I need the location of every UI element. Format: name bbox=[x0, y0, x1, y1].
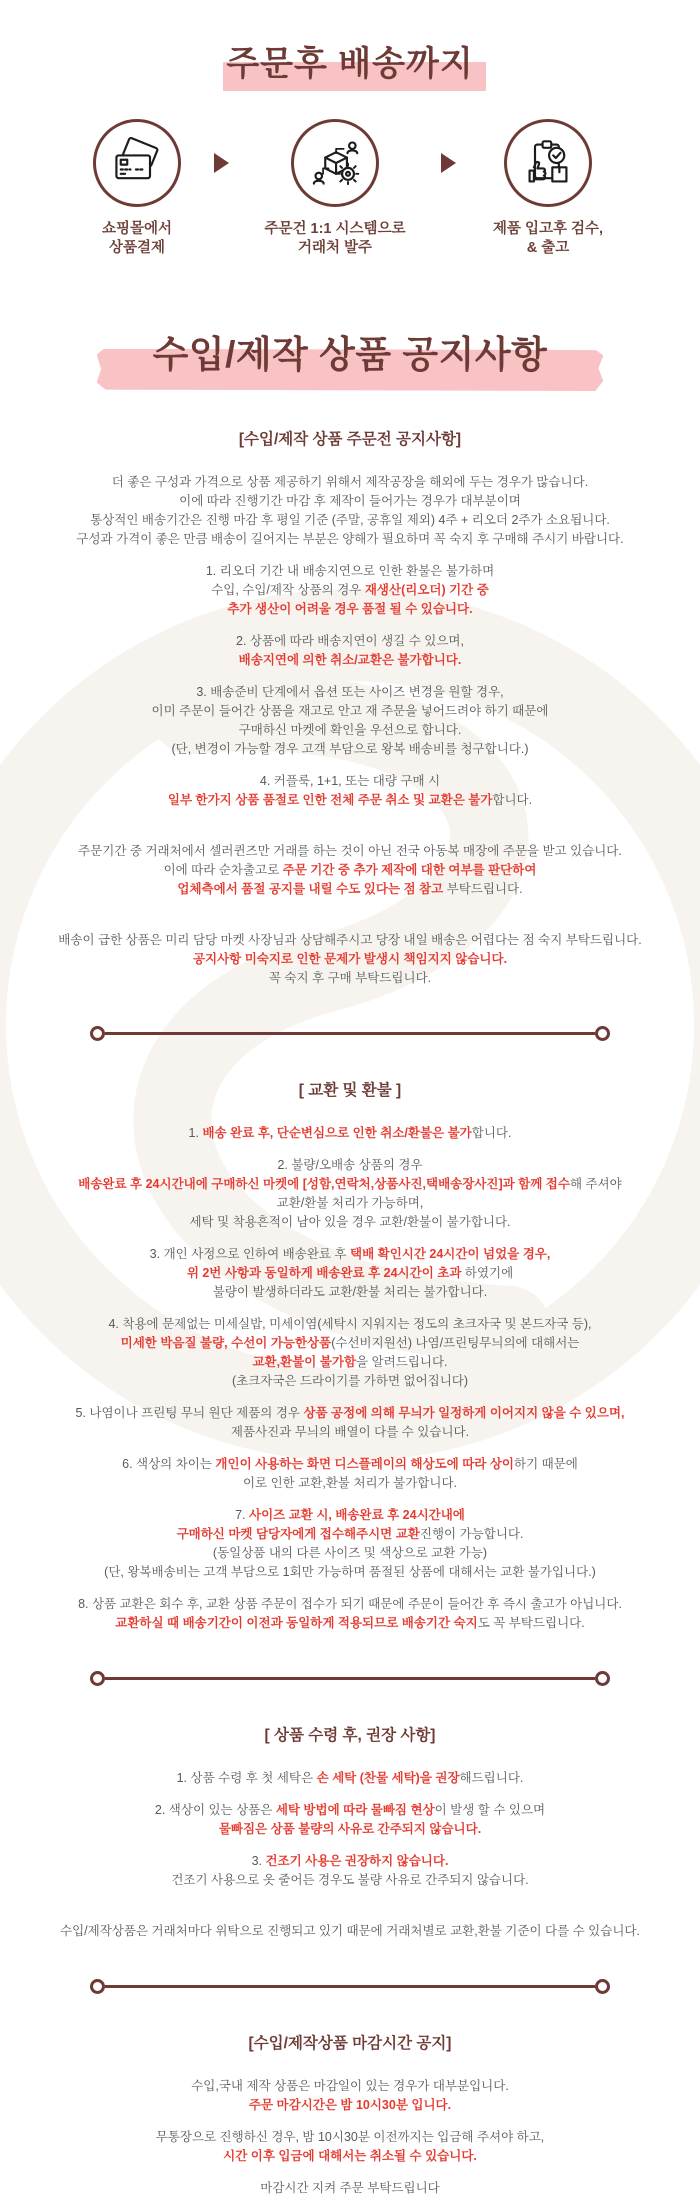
notice-line bbox=[18, 721, 682, 740]
notice-line bbox=[18, 1264, 682, 1283]
notice-line bbox=[18, 2077, 682, 2096]
notice-text-segment: 3. 개인 사정으로 인하여 배송완료 후 bbox=[149, 1247, 350, 1261]
notice-line bbox=[18, 772, 682, 791]
notice-text-segment: 수입, 수입/제작 상품의 경우 bbox=[211, 583, 365, 597]
notice-text-segment: 진행이 가능합니다. bbox=[419, 1527, 524, 1541]
notice-text-segment: 을 알려드립니다. bbox=[356, 1355, 448, 1369]
notice-block bbox=[18, 1922, 682, 1941]
notice-text-segment: (단, 변경이 가능할 경우 고객 부담으로 왕복 배송비를 청구합니다.) bbox=[171, 742, 529, 756]
notice-line bbox=[18, 1353, 682, 1372]
notice-line bbox=[18, 1801, 682, 1820]
notice-text-segment: 1. 상품 수령 후 첫 세탁은 bbox=[176, 1771, 317, 1785]
section-heading: [ 교환 및 환불 ] bbox=[298, 1082, 402, 1099]
notice-block bbox=[18, 772, 682, 810]
notice-title-wrap bbox=[0, 324, 700, 378]
arrow-right-icon bbox=[441, 153, 456, 173]
notice-text-segment: 통상적인 배송기간은 진행 마감 후 평일 기준 (주말, 공휴일 제외) 4주 + 리오더 2주가 소요됩니다. bbox=[90, 513, 610, 527]
step-icon-circle bbox=[93, 119, 181, 207]
step-label-line: 상품결제 bbox=[108, 240, 165, 256]
notice-block bbox=[18, 842, 682, 899]
notice-line bbox=[18, 1213, 682, 1232]
step-label-line: 주문건 1:1 시스템으로 bbox=[264, 221, 406, 237]
notice-block bbox=[18, 1156, 682, 1232]
notice-text-segment: 1. bbox=[188, 1126, 203, 1140]
notice-block bbox=[18, 2128, 682, 2166]
notice-text-segment: 상품 공정에 의해 무늬가 일정하게 이어지지 않을 수 있으며, bbox=[303, 1406, 625, 1420]
notice-line bbox=[18, 492, 682, 511]
notice-block bbox=[18, 931, 682, 988]
notice-text-segment: 세탁 방법에 따라 물빠짐 현상 bbox=[275, 1803, 435, 1817]
notice-text-segment: 2. 불량/오배송 상품의 경우 bbox=[277, 1158, 423, 1172]
section-divider bbox=[90, 1979, 610, 1994]
order-process-section bbox=[0, 36, 700, 85]
step-label bbox=[493, 220, 603, 258]
notice-line bbox=[18, 1563, 682, 1582]
notice-text-segment: (동일상품 내의 다른 사이즈 및 색상으로 교환 가능) bbox=[212, 1546, 488, 1560]
notice-line bbox=[18, 1283, 682, 1302]
notice-text-segment: 합니다. bbox=[492, 793, 533, 807]
step-label-line: 제품 입고후 검수, bbox=[492, 221, 604, 237]
notice-line bbox=[18, 632, 682, 651]
notice-text-segment: 물빠짐은 상품 불량의 사유로 간주되지 않습니다. bbox=[218, 1822, 482, 1836]
notice-text-segment: 배송 완료 후, 단순변심으로 인한 취소/환불은 불가 bbox=[202, 1126, 472, 1140]
notice-text-segment: 수입,국내 제작 상품은 마감일이 있는 경우가 대부분입니다. bbox=[191, 2079, 509, 2093]
notice-text-segment: 사이즈 교환 시, 배송완료 후 24시간내에 bbox=[249, 1508, 465, 1522]
notice-block bbox=[18, 683, 682, 759]
notice-block bbox=[18, 2179, 682, 2198]
section-heading: [ 상품 수령 후, 권장 사항] bbox=[264, 1727, 436, 1744]
notice-line bbox=[18, 1544, 682, 1563]
notice-text-segment: 세탁 및 착용흔적이 남아 있을 경우 교환/환불이 불가합니다. bbox=[189, 1215, 511, 1229]
notice-line bbox=[18, 880, 682, 899]
notice-line bbox=[18, 1820, 682, 1839]
divider-endpoint bbox=[595, 1026, 610, 1041]
notice-text-segment: 일부 한가지 상품 품절로 인한 전체 주문 취소 및 교환은 불가 bbox=[167, 793, 493, 807]
notice-text-segment: 부탁드립니다. bbox=[443, 882, 523, 896]
notice-line bbox=[18, 1245, 682, 1264]
notice-line bbox=[18, 740, 682, 759]
notice-text-segment: 해 주셔야 bbox=[569, 1177, 622, 1191]
notice-line bbox=[18, 1156, 682, 1175]
order-system-icon bbox=[309, 137, 361, 189]
notice-text-segment: 합니다. bbox=[471, 1126, 512, 1140]
notice-line bbox=[18, 950, 682, 969]
notice-line bbox=[18, 1124, 682, 1143]
notice-text-segment: 시간 이후 입금에 대해서는 취소될 수 있습니다. bbox=[223, 2149, 477, 2163]
divider-endpoint bbox=[90, 1671, 105, 1686]
section-divider bbox=[90, 1671, 610, 1686]
notice-line bbox=[18, 842, 682, 861]
notice-text-segment: 주문 마감시간은 밤 10시30분 입니다. bbox=[248, 2098, 452, 2112]
divider-line bbox=[105, 1985, 595, 1988]
notice-line bbox=[18, 1315, 682, 1334]
notice-block bbox=[18, 1595, 682, 1633]
notice-line bbox=[18, 1852, 682, 1871]
notice-section-deadline-notice bbox=[0, 2034, 700, 2198]
notice-block bbox=[18, 1769, 682, 1788]
notice-text-segment: 하였기에 bbox=[461, 1266, 514, 1280]
notice-block bbox=[18, 562, 682, 619]
notice-line bbox=[18, 2096, 682, 2115]
notice-text-segment: 6. 색상의 차이는 bbox=[122, 1457, 216, 1471]
notice-line bbox=[18, 931, 682, 950]
notice-text-segment: 배송지연에 의한 취소/교환은 불가합니다. bbox=[238, 653, 462, 667]
section-heading: [수입/제작상품 마감시간 공지] bbox=[248, 2035, 452, 2052]
notice-text-segment: 제품사진과 무늬의 배열이 다를 수 있습니다. bbox=[230, 1425, 470, 1439]
divider-line bbox=[105, 1677, 595, 1680]
notice-line bbox=[18, 2179, 682, 2198]
notice-sections bbox=[0, 430, 700, 2198]
notice-line bbox=[18, 1595, 682, 1614]
notice-line bbox=[18, 1404, 682, 1423]
notice-text-segment: 구매하신 마켓 담당자에게 접수해주시면 교환 bbox=[176, 1527, 420, 1541]
notice-text-segment: 수입/제작상품은 거래처마다 위탁으로 진행되고 있기 때문에 거래처별로 교환,환불 기준이 다를 수 있습니다. bbox=[60, 1924, 640, 1938]
notice-line bbox=[18, 1372, 682, 1391]
notice-text-segment: 교환/환불 처리가 가능하며, bbox=[276, 1196, 424, 1210]
notice-line bbox=[18, 1175, 682, 1194]
notice-line bbox=[18, 530, 682, 549]
step-label bbox=[102, 220, 172, 258]
notice-text-segment: 추가 생산이 어려울 경우 품절 될 수 있습니다. bbox=[227, 602, 473, 616]
notice-line bbox=[18, 581, 682, 600]
step-label-line: & 출고 bbox=[526, 240, 570, 256]
notice-text-segment: (초크자국은 드라이기를 가하면 없어집니다) bbox=[231, 1374, 469, 1388]
notice-line bbox=[18, 1871, 682, 1890]
notice-text-segment: (단, 왕복배송비는 고객 부담으로 1회만 가능하며 품절된 상품에 대해서는 교환 불가입니다.) bbox=[104, 1565, 596, 1579]
notice-line bbox=[18, 1474, 682, 1493]
process-step-payment bbox=[62, 119, 212, 258]
step-label bbox=[264, 220, 405, 258]
section-divider bbox=[90, 1026, 610, 1041]
notice-block bbox=[18, 1245, 682, 1302]
step-icon-circle bbox=[504, 119, 592, 207]
notice-text-segment: 주문 기간 중 추가 제작에 대한 여부를 판단하여 bbox=[282, 863, 537, 877]
notice-text-segment: 교환,환불이 불가함 bbox=[252, 1355, 357, 1369]
notice-text-segment: 이 발생 할 수 있으며 bbox=[434, 1803, 546, 1817]
notice-text-segment: 5. 나염이나 프린팅 무늬 원단 제품의 경우 bbox=[75, 1406, 304, 1420]
notice-line bbox=[18, 1455, 682, 1474]
step-label-line: 쇼핑몰에서 bbox=[101, 221, 173, 237]
divider-endpoint bbox=[90, 1979, 105, 1994]
notice-text-segment: 2. 색상이 있는 상품은 bbox=[154, 1803, 276, 1817]
notice-text-segment: 무통장으로 진행하신 경우, 밤 10시30분 이전까지는 입금해 주셔야 하고, bbox=[155, 2130, 545, 2144]
notice-line bbox=[18, 600, 682, 619]
notice-text-segment: 마감시간 지켜 주문 부탁드립니다 bbox=[260, 2181, 440, 2195]
notice-line bbox=[18, 1614, 682, 1633]
section-heading: [수입/제작 상품 주문전 공지사항] bbox=[238, 431, 462, 448]
notice-block bbox=[18, 1801, 682, 1839]
notice-section-pre-order-notice bbox=[0, 430, 700, 988]
notice-line bbox=[18, 969, 682, 988]
notice-text-segment: 구성과 가격이 좋은 만큼 배송이 길어지는 부분은 양해가 필요하며 꼭 숙지 후 구매해 주시기 바랍니다. bbox=[76, 532, 624, 546]
notice-text-segment: 개인이 사용하는 화면 디스플레이의 해상도에 따라 상이 bbox=[215, 1457, 514, 1471]
notice-text-segment: 택배 확인시간 24시간이 넘었을 경우, bbox=[350, 1247, 551, 1261]
notice-text-segment: 2. 상품에 따라 배송지연이 생길 수 있으며, bbox=[236, 634, 464, 648]
notice-text-segment: 배송완료 후 24시간내에 구매하신 마켓에 [성함,연락처,상품사진,택배송장사진]과 함께 접수 bbox=[78, 1177, 570, 1191]
notice-text-segment: 도 꼭 부탁드립니다. bbox=[477, 1616, 585, 1630]
notice-block bbox=[18, 1124, 682, 1143]
notice-text-segment: 하기 때문에 bbox=[514, 1457, 578, 1471]
process-step-inspection bbox=[458, 119, 638, 258]
notice-text-segment: 4. 커플룩, 1+1, 또는 대량 구매 시 bbox=[259, 774, 441, 788]
process-title: 주문후 배송까지 bbox=[226, 36, 473, 85]
notice-text-segment: 건조기 사용은 권장하지 않습니다. bbox=[265, 1854, 449, 1868]
notice-text-segment: 이에 따라 순차출고로 bbox=[163, 863, 283, 877]
notice-text-segment: 꼭 숙지 후 구매 부탁드립니다. bbox=[268, 971, 432, 985]
divider-endpoint bbox=[90, 1026, 105, 1041]
step-icon-circle bbox=[291, 119, 379, 207]
notice-text-segment: (수선비지원선) 나염/프린팅무늬의에 대해서는 bbox=[331, 1336, 580, 1350]
notice-line bbox=[18, 1194, 682, 1213]
divider-endpoint bbox=[595, 1979, 610, 1994]
process-step-order bbox=[231, 119, 439, 258]
notice-text-segment: 이에 따라 진행기간 마감 후 제작이 들어가는 경우가 대부분이며 bbox=[179, 494, 521, 508]
notice-block bbox=[18, 1506, 682, 1582]
notice-line bbox=[18, 1525, 682, 1544]
notice-text-segment: 주문기간 중 거래처에서 셀러퀸즈만 거래를 하는 것이 아닌 전국 아동복 매장에 주문을 받고 있습니다. bbox=[78, 844, 622, 858]
notice-text-segment: 재생산(리오더) 기간 중 bbox=[364, 583, 489, 597]
notice-text-segment: 7. bbox=[235, 1508, 250, 1522]
notice-line bbox=[18, 683, 682, 702]
notice-section-after-receipt bbox=[0, 1726, 700, 1941]
notice-text-segment: 1. 리오더 기간 내 배송지연으로 인한 환불은 불가하며 bbox=[205, 564, 495, 578]
notice-block bbox=[18, 1455, 682, 1493]
process-steps bbox=[0, 119, 700, 258]
notice-line bbox=[18, 861, 682, 880]
notice-line bbox=[18, 511, 682, 530]
notice-block bbox=[18, 2077, 682, 2115]
notice-text-segment: 업체측에서 품절 공지를 내릴 수도 있다는 점 참고 bbox=[177, 882, 444, 896]
notice-line bbox=[18, 1334, 682, 1353]
notice-title: 수입/제작 상품 공지사항 bbox=[145, 324, 556, 378]
notice-block bbox=[18, 1315, 682, 1391]
notice-text-segment: 이미 주문이 들어간 상품을 재고로 안고 재 주문을 넣어드려야 하기 때문에 bbox=[151, 704, 549, 718]
notice-text-segment: 4. 착용에 문제없는 미세실밥, 미세이염(세탁시 지워지는 정도의 초크자국 및 본드자국 등), bbox=[108, 1317, 592, 1331]
notice-block bbox=[18, 1852, 682, 1890]
notice-text-segment: 8. 상품 교환은 회수 후, 교환 상품 주문이 접수가 되기 때문에 주문이 들어간 후 즉시 출고가 아닙니다. bbox=[78, 1597, 622, 1611]
notice-line bbox=[18, 473, 682, 492]
notice-text-segment: 더 좋은 구성과 가격으로 상품 제공하기 위해서 제작공장을 해외에 두는 경우가 많습니다. bbox=[111, 475, 589, 489]
credit-card-icon bbox=[111, 137, 163, 189]
notice-line bbox=[18, 702, 682, 721]
notice-text-segment: 건조기 사용으로 옷 줄어든 경우도 불량 사유로 간주되지 않습니다. bbox=[171, 1873, 529, 1887]
notice-line bbox=[18, 1769, 682, 1788]
notice-text-segment: 구매하신 마켓에 확인을 우선으로 합니다. bbox=[238, 723, 462, 737]
divider-endpoint bbox=[595, 1671, 610, 1686]
arrow-right-icon bbox=[214, 153, 229, 173]
notice-block bbox=[18, 1404, 682, 1442]
step-label-line: 거래처 발주 bbox=[297, 240, 373, 256]
notice-line bbox=[18, 2147, 682, 2166]
notice-text-segment: 3. bbox=[251, 1854, 266, 1868]
notice-text-segment: 배송이 급한 상품은 미리 담당 마켓 사장님과 상담해주시고 당장 내일 배송은 어렵다는 점 숙지 부탁드립니다. bbox=[58, 933, 642, 947]
notice-section-exchange-refund bbox=[0, 1081, 700, 1633]
notice-line bbox=[18, 1922, 682, 1941]
notice-line bbox=[18, 1423, 682, 1442]
divider-line bbox=[105, 1032, 595, 1035]
notice-text-segment: 이로 인한 교환,환불 처리가 불가합니다. bbox=[242, 1476, 458, 1490]
notice-line bbox=[18, 1506, 682, 1525]
notice-text-segment: 미세한 박음질 불량, 수선이 가능한상품 bbox=[120, 1336, 332, 1350]
notice-text-segment: 손 세탁 (찬물 세탁)을 권장 bbox=[316, 1771, 460, 1785]
notice-text-segment: 해드립니다. bbox=[459, 1771, 524, 1785]
inspect-ship-icon bbox=[522, 137, 574, 189]
notice-line bbox=[18, 562, 682, 581]
notice-block bbox=[18, 632, 682, 670]
notice-text-segment: 불량이 발생하더라도 교환/환불 처리는 불가합니다. bbox=[212, 1285, 488, 1299]
notice-text-segment: 3. 배송준비 단계에서 옵션 또는 사이즈 변경을 원할 경우, bbox=[196, 685, 504, 699]
notice-line bbox=[18, 2128, 682, 2147]
notice-text-segment: 위 2번 사항과 동일하게 배송완료 후 24시간이 초과 bbox=[186, 1266, 462, 1280]
notice-text-segment: 공지사항 미숙지로 인한 문제가 발생시 책임지지 않습니다. bbox=[192, 952, 508, 966]
notice-text-segment: 교환하실 때 배송기간이 이전과 동일하게 적용되므로 배송기간 숙지 bbox=[115, 1616, 478, 1630]
notice-block bbox=[18, 473, 682, 549]
notice-line bbox=[18, 791, 682, 810]
notice-line bbox=[18, 651, 682, 670]
